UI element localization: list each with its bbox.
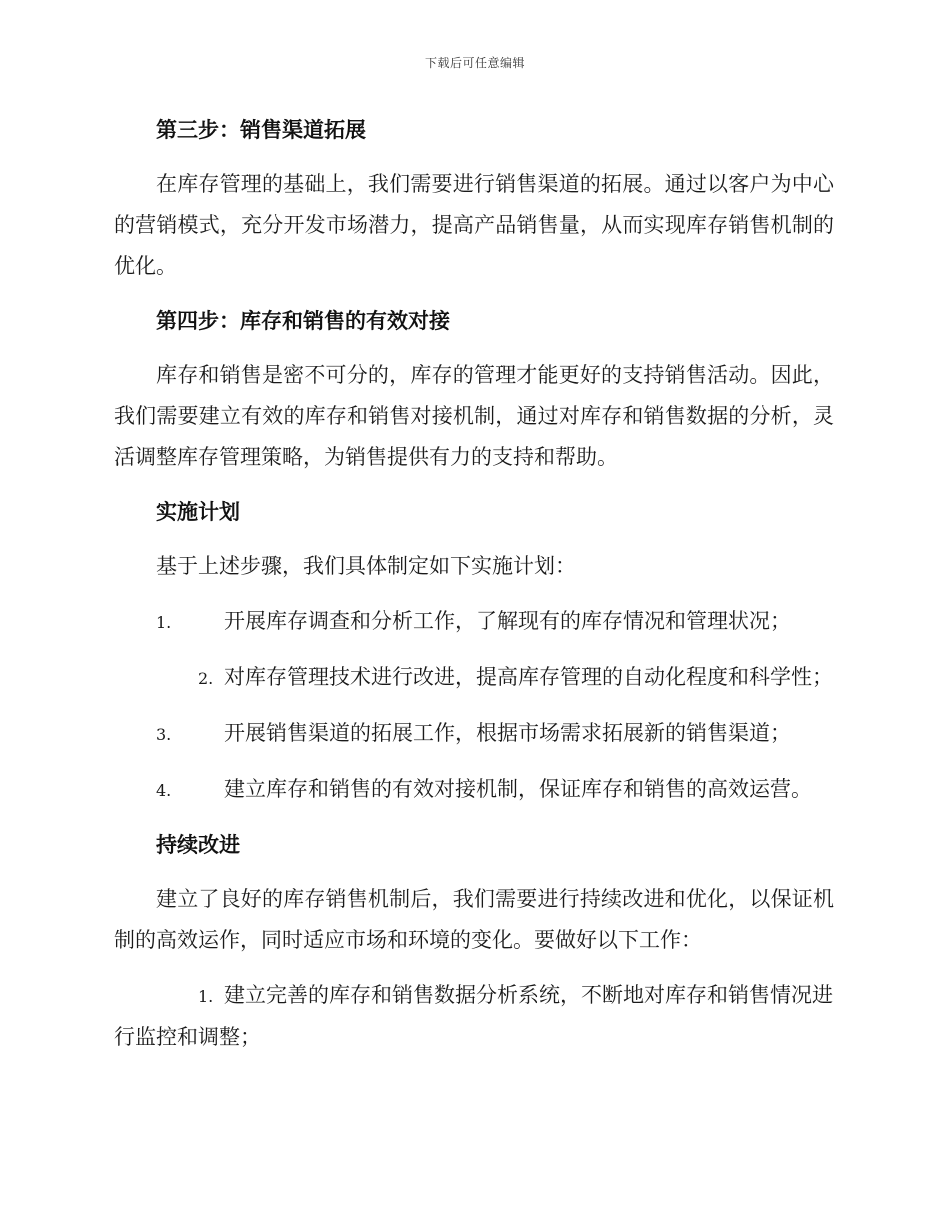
list-item-number: 2. xyxy=(198,669,214,688)
document-body xyxy=(114,110,834,1072)
section-heading-improve: 持续改进 xyxy=(156,833,240,857)
list-item-number: 1. xyxy=(156,613,172,632)
list-item-text: 建立完善的库存和销售数据分析系统，不断地对库存和销售情况进行监控和调整； xyxy=(114,983,833,1049)
paragraph-plan-intro: 基于上述步骤，我们具体制定如下实施计划： xyxy=(156,554,576,578)
list-item-number: 3. xyxy=(156,725,172,744)
list-item xyxy=(114,975,834,1058)
section-heading-step4: 第四步：库存和销售的有效对接 xyxy=(156,309,450,333)
list-item-number: 1. xyxy=(198,987,214,1006)
list-item-text: 建立库存和销售的有效对接机制，保证库存和销售的高效运营。 xyxy=(224,777,812,801)
paragraph-step4: 库存和销售是密不可分的，库存的管理才能更好的支持销售活动。因此，我们需要建立有效的库存和销售对接机制，通过对库存和销售数据的分析，灵活调整库存管理策略，为销售提供有力的支持和帮助。 xyxy=(114,363,834,469)
list-item-number: 4. xyxy=(156,781,172,800)
list-item xyxy=(114,601,834,643)
page-header: 下载后可任意编辑 xyxy=(424,56,525,70)
list-item-text: 开展库存调查和分析工作，了解现有的库存情况和管理状况； xyxy=(224,609,791,633)
paragraph-step3: 在库存管理的基础上，我们需要进行销售渠道的拓展。通过以客户为中心的营销模式，充分开发市场潜力，提高产品销售量，从而实现库存销售机制的优化。 xyxy=(114,172,834,278)
list-item xyxy=(114,657,834,699)
list-item-text: 开展销售渠道的拓展工作，根据市场需求拓展新的销售渠道； xyxy=(224,721,791,745)
section-heading-plan: 实施计划 xyxy=(156,500,240,524)
list-item xyxy=(114,769,834,811)
list-item xyxy=(114,713,834,755)
paragraph-improve: 建立了良好的库存销售机制后，我们需要进行持续改进和优化，以保证机制的高效运作，同时适应市场和环境的变化。要做好以下工作： xyxy=(114,887,834,952)
section-heading-step3: 第三步：销售渠道拓展 xyxy=(156,118,366,142)
list-item-text: 对库存管理技术进行改进，提高库存管理的自动化程度和科学性； xyxy=(224,665,833,689)
